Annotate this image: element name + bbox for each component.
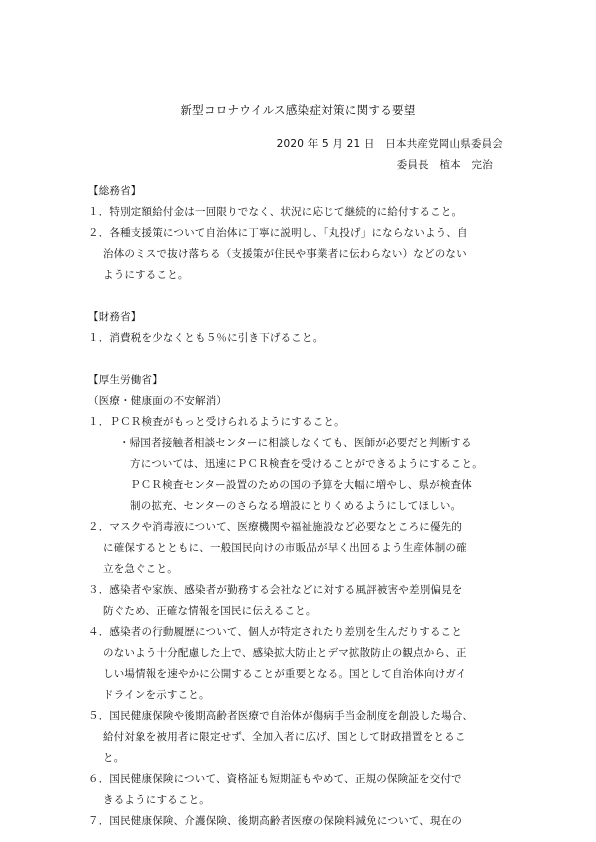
section-heading-zaimu: 【財務省】	[88, 311, 142, 323]
soumu-item-2-cont: ようにすること。	[103, 269, 189, 281]
kousei-item-3: ３．感染者や家族、感染者が勤務する会社などに対する風評被害や差別偏見を	[88, 584, 463, 596]
kousei-item-2: ２．マスクや消毒液について、医療機関や福祉施設など必要なところに優先的	[88, 521, 463, 533]
kousei-item-5: ５．国民健康保険や後期高齢者医療で自治体が傷病手当金制度を創設した場合、	[88, 710, 474, 722]
section-heading-soumu: 【総務省】	[88, 185, 142, 197]
document-title: 新型コロナウイルス感染症対策に関する要望	[180, 103, 416, 117]
zaimu-item-1: １．消費税を少なくとも５％に引き下げること。	[88, 332, 324, 344]
section-heading-kousei: 【厚生労働省】	[88, 374, 163, 386]
kousei-item-1: １．ＰＣＲ検査がもっと受けられるようにすること。	[88, 416, 345, 428]
soumu-item-1: １．特別定額給付金は一回限りでなく、状況に応じて継続的に給付すること。	[88, 206, 463, 218]
kousei-subheading: （医療・健康面の不安解消）	[88, 395, 228, 407]
kousei-item-1-cont: 制の拡充、センターのさらなる増設にとりくめるようにしてほしい。	[130, 500, 462, 512]
kousei-item-4-cont: ドラインを示すこと。	[103, 689, 210, 701]
kousei-item-2-cont: 立を急ぐこと。	[103, 563, 178, 575]
document-body	[88, 181, 512, 832]
kousei-item-2-cont: に確保するとともに、一般国民向けの市販品が早く出回るよう生産体制の確	[103, 542, 467, 554]
kousei-item-6-cont: きるようにすること。	[103, 794, 210, 806]
soumu-item-2-cont: 治体のミスで抜け落ちる（支援策が住民や事業者に伝わらない）などのない	[103, 248, 467, 260]
kousei-item-1-bullet: ・帰国者接触者相談センターに相談しなくても、医師が必要だと判断する	[119, 437, 472, 449]
kousei-item-4-cont: しい場情報を速やかに公開することが重要となる。国として自治体向けガイ	[103, 668, 467, 680]
kousei-item-4: ４．感染者の行動履歴について、個人が特定されたり差別を生んだりすること	[88, 626, 463, 638]
kousei-item-5-cont: と。	[103, 752, 125, 764]
date-and-organization: 2020 年 5 月 21 日 日本共産党岡山県委員会	[276, 138, 503, 150]
document-meta	[277, 134, 503, 176]
kousei-item-6: ６．国民健康保険について、資格証も短期証もやめて、正規の保険証を交付で	[88, 773, 462, 785]
kousei-item-1-cont: ＰＣＲ検査センター設置のための国の予算を大幅に増やし、県が検査体	[130, 479, 472, 491]
kousei-item-1-cont: 方については、迅速にＰＣＲ検査を受けることができるようにすること。	[130, 458, 483, 470]
kousei-item-5-cont: 給付対象を被用者に限定せず、全加入者に広げ、国として財政措置をとるこ	[103, 731, 466, 743]
kousei-item-3-cont: 防ぐため、正確な情報を国民に伝えること。	[103, 605, 317, 617]
chairperson: 委員長 植本 完治	[396, 159, 493, 171]
kousei-item-4-cont: のないよう十分配慮した上で、感染拡大防止とデマ拡散防止の観点から、正	[103, 647, 467, 659]
soumu-item-2: ２．各種支援策について自治体に丁寧に説明し、「丸投げ」にならないよう、自	[88, 227, 468, 239]
kousei-item-7: ７．国民健康保険、介護保険、後期高齢者医療の保険料減免について、現在の	[88, 815, 463, 827]
